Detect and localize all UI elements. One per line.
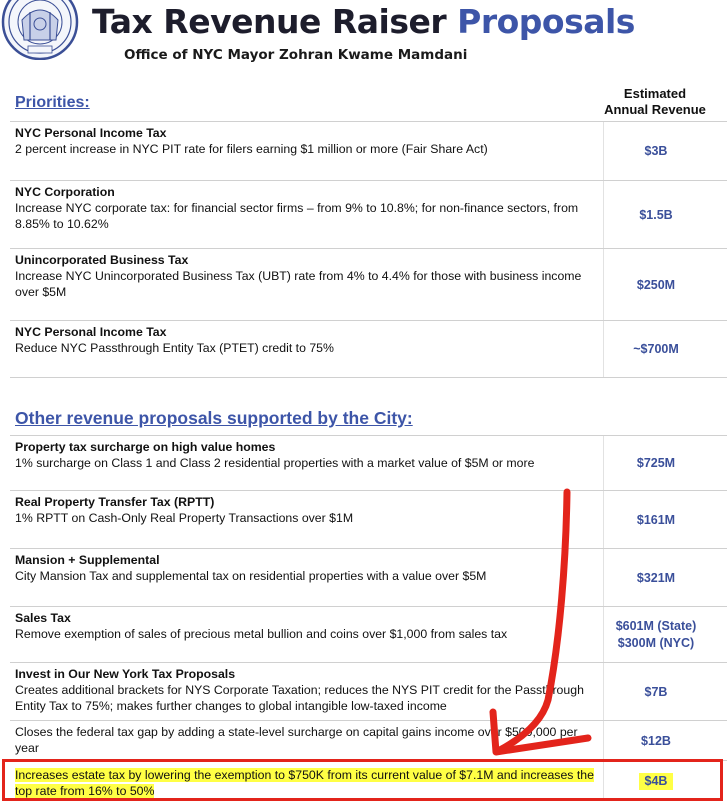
row-revenue-value: $161M [636, 512, 676, 527]
table-row [10, 320, 727, 378]
row-description: Remove exemption of sales of precious metal bullion and coins over $1,000 from sales tax [15, 627, 508, 641]
row-name: NYC Corporation [15, 185, 115, 199]
row-name: Real Property Transfer Tax (RPTT) [15, 495, 215, 509]
row-revenue-value: $4B [639, 773, 674, 790]
row-description: City Mansion Tax and supplemental tax on residential properties with a value over $5M [15, 569, 487, 583]
row-name: Property tax surcharge on high value homes [15, 440, 276, 454]
row-description: Increase NYC Unincorporated Business Tax (UBT) rate from 4% to 4.4% for those with business income over $5M [15, 269, 582, 299]
row-name: Sales Tax [15, 611, 71, 625]
row-name: Unincorporated Business Tax [15, 253, 189, 267]
table-row [10, 248, 727, 321]
row-name: NYC Personal Income Tax [15, 126, 167, 140]
table-row [10, 548, 727, 607]
table-row [10, 720, 727, 761]
row-name: Mansion + Supplemental [15, 553, 160, 567]
red-highlight-box [2, 759, 723, 801]
row-revenue-value: $1.5B [639, 207, 673, 222]
row-description: Reduce NYC Passthrough Entity Tax (PTET) credit to 75% [15, 341, 334, 355]
row-name: Invest in Our New York Tax Proposals [15, 667, 236, 681]
table-row [10, 662, 727, 721]
row-description: Increase NYC corporate tax: for financial sector firms – from 9% to 10.8%; for non-finance sectors, from 8.85% to 10.62% [15, 201, 579, 231]
row-description: 2 percent increase in NYC PIT rate for filers earning $1 million or more (Fair Share Act) [15, 142, 488, 156]
column-header-revenue: Estimated Annual Revenue [604, 86, 706, 117]
row-revenue-value: ~$700M [633, 341, 679, 356]
row-name: NYC Personal Income Tax [15, 325, 167, 339]
table-row [10, 435, 727, 491]
page-title: Tax Revenue Raiser Proposals [92, 2, 635, 41]
row-revenue-value: $250M [636, 277, 676, 292]
page-subtitle: Office of NYC Mayor Zohran Kwame Mamdani [124, 47, 468, 63]
row-revenue-value: $12B [641, 733, 671, 748]
row-revenue-value: $601M (State) $300M (NYC) [615, 619, 697, 650]
table-row [10, 490, 727, 549]
row-description: Creates additional brackets for NYS Corporate Taxation; reduces the NYS PIT credit for the Passthrough Entity Tax to 75%; makes further changes to global intangible low-taxed income [15, 683, 584, 713]
row-revenue-value: $321M [636, 570, 676, 585]
nyc-city-seal-icon [0, 0, 86, 60]
row-description: Closes the federal tax gap by adding a state-level surcharge on capital gains income over $500,000 per year [15, 725, 578, 755]
row-revenue-value: $7B [644, 684, 668, 699]
section-title-priorities: Priorities: [15, 94, 90, 111]
section-title-other-proposals: Other revenue proposals supported by the City: [15, 408, 413, 428]
row-description: 1% surcharge on Class 1 and Class 2 residential properties with a market value of $5M or more [15, 456, 535, 470]
row-description: 1% RPTT on Cash-Only Real Property Transactions over $1M [15, 511, 354, 525]
table-row [10, 606, 727, 663]
row-description: Increases estate tax by lowering the exemption to $750K from its current value of $7.1M and increases the top rate from 16% to 50% [15, 768, 594, 798]
table-row [10, 121, 727, 181]
table-row [10, 180, 727, 249]
row-revenue-value: $3B [644, 144, 668, 158]
row-revenue-value: $725M [636, 456, 676, 470]
